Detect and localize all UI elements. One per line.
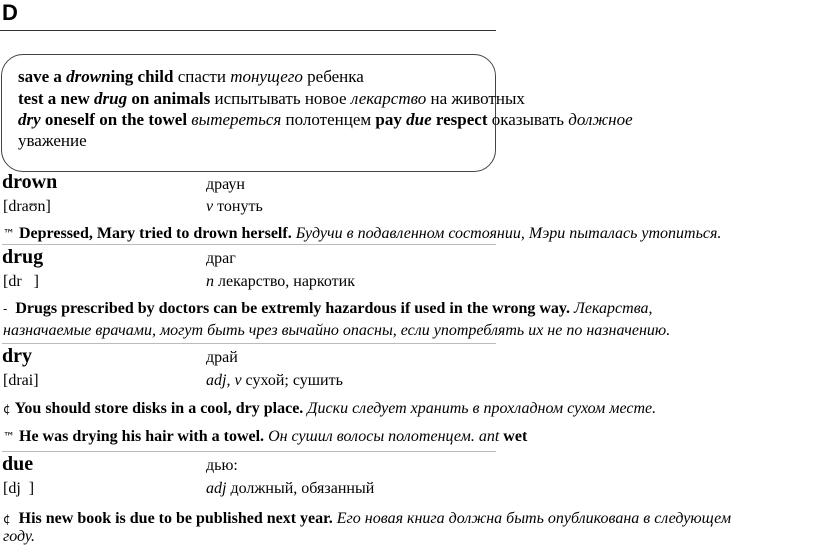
divider [2, 244, 496, 245]
headword-drown: drown [2, 171, 58, 193]
divider [2, 451, 496, 452]
phrase-line-2: test a new drug on animals испытывать новое лекарство на животных [18, 89, 525, 108]
translit-due: дью: [206, 457, 238, 474]
headword-due: due [2, 453, 34, 475]
divider [2, 343, 496, 344]
translit-drown: драун [206, 176, 245, 193]
phrase-line-4: уважение [18, 131, 87, 150]
translit-drug: драг [206, 250, 236, 267]
headword-drug: drug [2, 246, 44, 268]
header-rule [0, 30, 496, 31]
example-drug-1: - Drugs prescribed by doctors can be extremly hazardous if used in the wrong way. Лекарства, [3, 300, 653, 317]
meaning-drug: n лекарство, наркотик [206, 273, 355, 290]
section-letter: D [2, 0, 18, 25]
example-due-1-cont: году. [3, 528, 36, 545]
translit-dry: драй [206, 349, 238, 366]
example-due-1: ¢ His new book is due to be published next year. Его новая книга должна быть опубликована в следующем [3, 510, 732, 527]
transcription-drown: [draʊn] [3, 198, 51, 215]
example-dry-1: ¢ You should store disks in a cool, dry place. Диски следует хранить в прохладном сухом месте. [3, 400, 657, 417]
meaning-dry: adj, v сухой; сушить [206, 372, 343, 389]
example-drug-1-cont: назначаемые врачами, могут быть чрез вычайно опасны, если употреблять их не по назначению. [3, 322, 671, 339]
phrase-line-1: save a drowning child спасти тонущего ребенка [18, 67, 364, 86]
phrase-line-3: dry oneself on the towel вытереться полотенцем pay due respect оказывать должное [18, 110, 633, 129]
transcription-drug: [dr ] [3, 273, 39, 290]
headword-dry: dry [2, 345, 32, 367]
transcription-due: [dj ] [3, 480, 35, 497]
meaning-drown: v тонуть [206, 198, 263, 215]
example-drown-1: ™ Depressed, Mary tried to drown herself. Будучи в подавленном состоянии, Мэри пыталась утопиться. [3, 225, 722, 242]
transcription-dry: [drai] [3, 372, 39, 389]
meaning-due: adj должный, обязанный [206, 480, 375, 497]
example-dry-2: ™ He was drying his hair with a towel. Он сушил волосы полотенцем. ant wet [3, 428, 528, 445]
